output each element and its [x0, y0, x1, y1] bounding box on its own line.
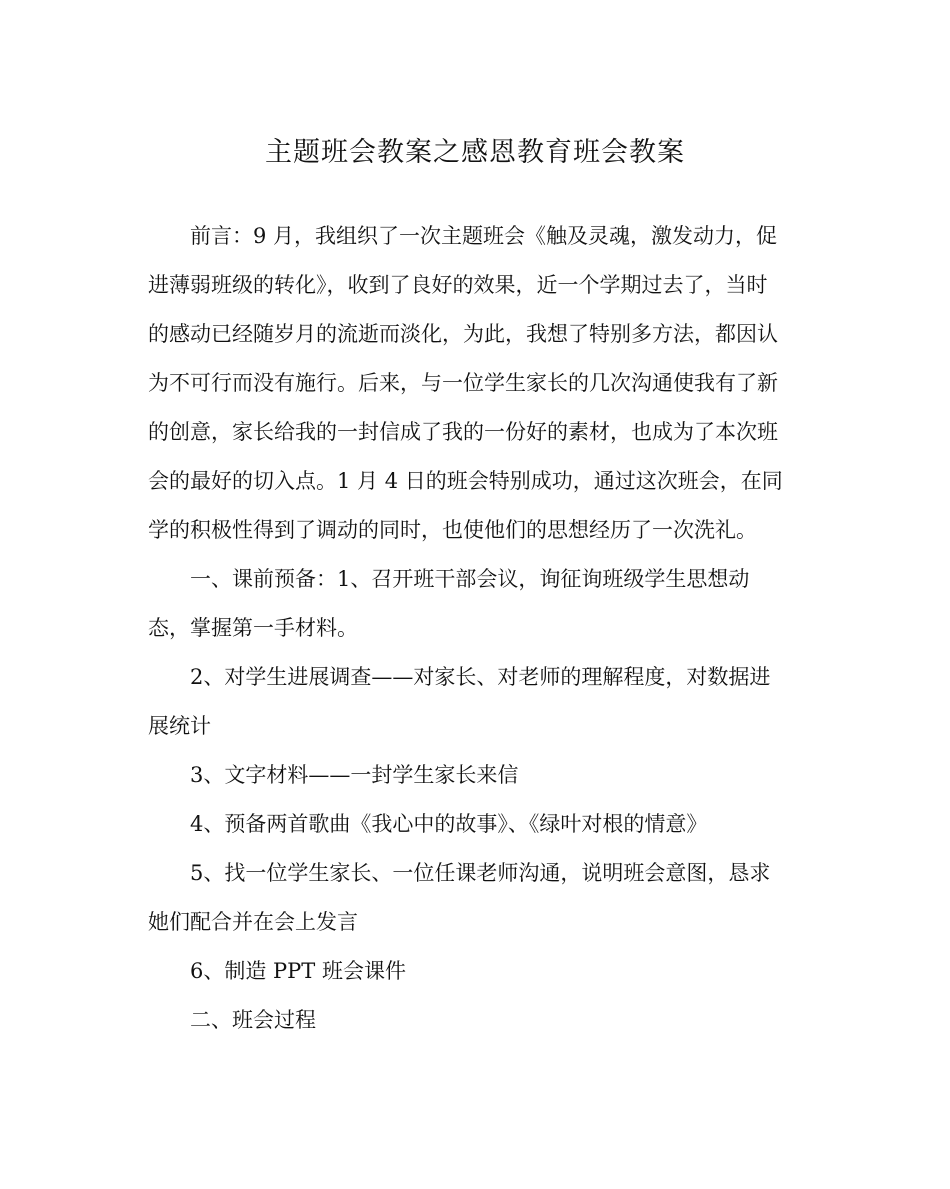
item-5	[148, 849, 798, 947]
document-body	[148, 212, 798, 1045]
section-2-line: 二、班会过程	[190, 1008, 316, 1032]
section-2-heading	[148, 996, 798, 1045]
preface-line: 前言：9 月，我组织了一次主题班会《触及灵魂，激发动力，促	[190, 224, 778, 248]
item-2-line: 展统计	[148, 714, 211, 738]
section-1-preparation	[148, 555, 798, 653]
section-1-line: 态，掌握第一手材料。	[148, 616, 358, 640]
item-5-line: 5、找一位学生家长、一位任课老师沟通，说明班会意图，恳求	[190, 861, 771, 885]
item-3	[148, 751, 798, 800]
preface-line: 进薄弱班级的转化》，收到了良好的效果，近一个学期过去了，当时	[148, 273, 768, 297]
item-4-line: 4、预备两首歌曲《我心中的故事》、《绿叶对根的情意》	[190, 812, 708, 836]
item-6-line: 6、制造 PPT 班会课件	[190, 959, 406, 983]
item-3-line: 3、文字材料——一封学生家长来信	[190, 763, 519, 787]
item-5-line: 她们配合并在会上发言	[148, 910, 358, 934]
item-2-line: 2、对学生进展调查——对家长、对老师的理解程度，对数据进	[190, 665, 771, 689]
document-title: 主题班会教案之感恩教育班会教案	[265, 137, 685, 168]
preface-line: 的创意，家长给我的一封信成了我的一份好的素材，也成为了本次班	[148, 420, 778, 444]
item-4	[148, 800, 798, 849]
preface-line: 为不可行而没有施行。后来，与一位学生家长的几次沟通使我有了新	[148, 371, 778, 395]
preface-paragraph	[148, 212, 798, 555]
item-6	[148, 947, 798, 996]
item-2	[148, 653, 798, 751]
preface-line: 学的积极性得到了调动的同时，也使他们的思想经历了一次洗礼。	[148, 518, 757, 542]
preface-line: 的感动已经随岁月的流逝而淡化，为此，我想了特别多方法，都因认	[148, 322, 778, 346]
section-1-line: 一、课前预备：1、召开班干部会议，询征询班级学生思想动	[190, 567, 750, 591]
preface-line: 会的最好的切入点。1 月 4 日的班会特别成功，通过这次班会，在同	[148, 469, 783, 493]
